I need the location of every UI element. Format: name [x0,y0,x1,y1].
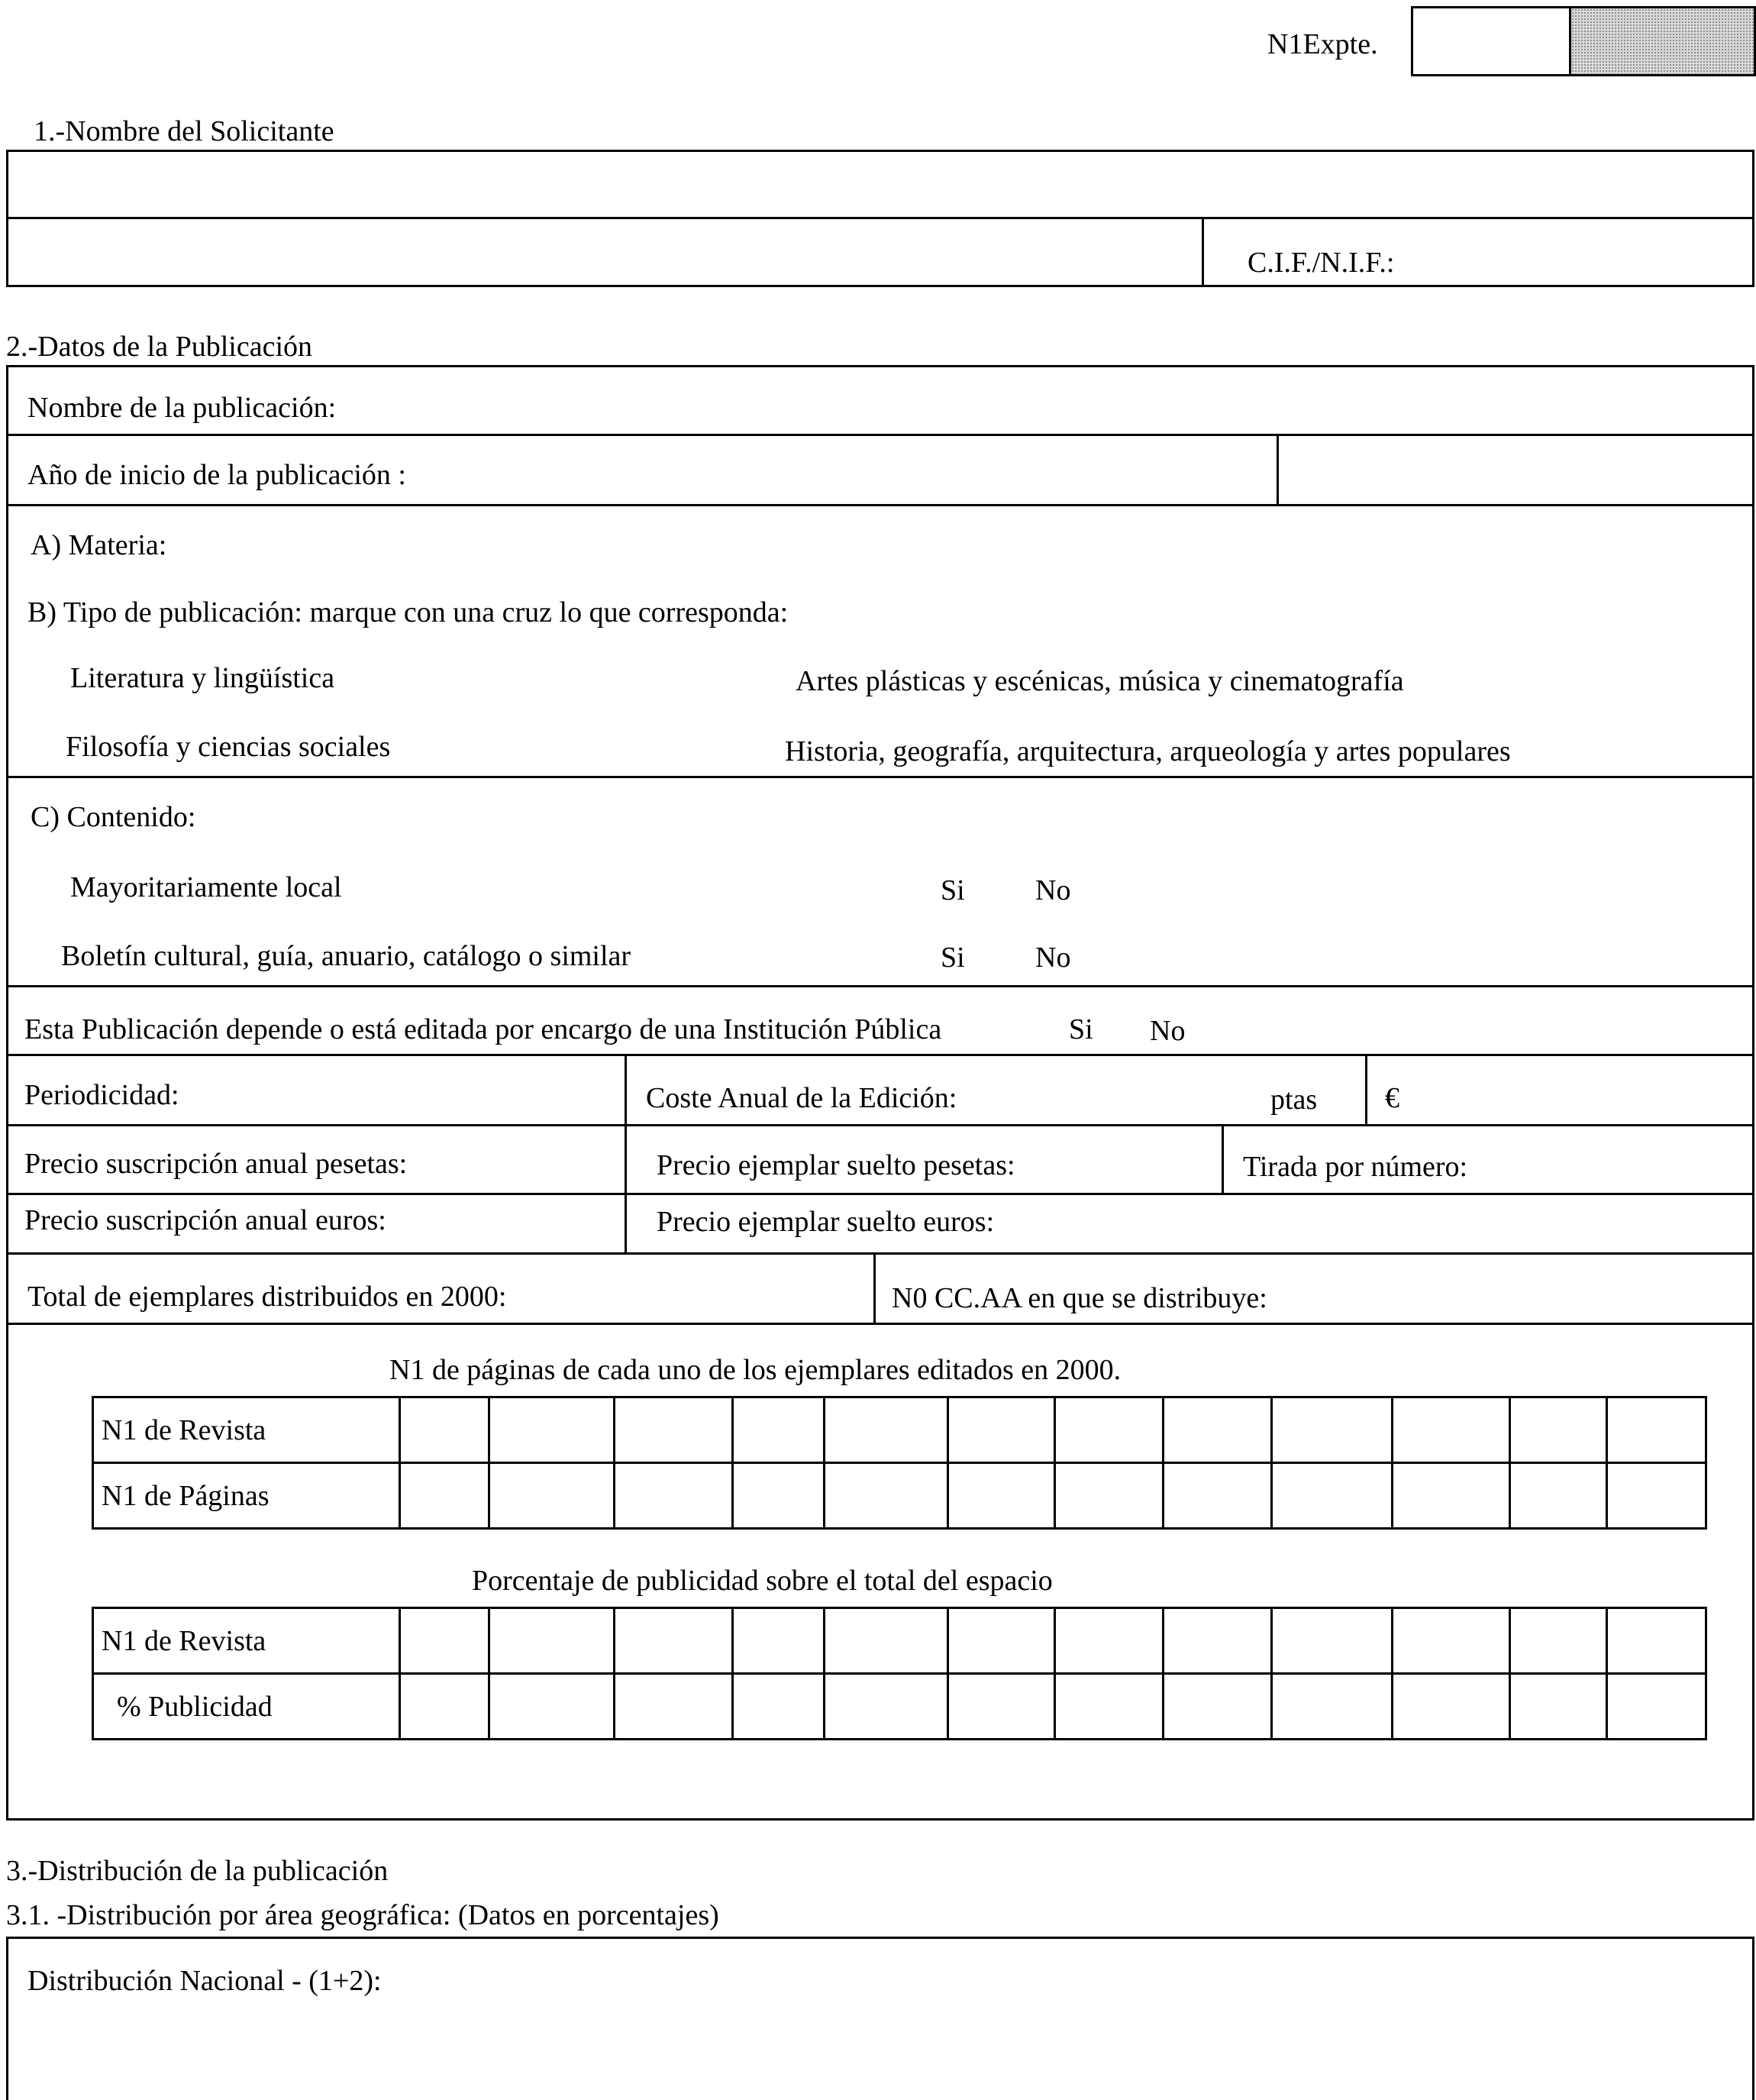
precio-ejemplar-pesetas-label: Precio ejemplar suelto pesetas: [657,1149,1015,1181]
publicidad-porcentaje-cell[interactable] [399,1674,489,1740]
paginas-revista-row [93,1397,1706,1463]
precio-suscripcion-pesetas-label: Precio suscripción anual pesetas: [24,1148,408,1180]
divider-anio [6,504,1754,506]
publicidad-revista-row [93,1608,1706,1674]
cif-label: C.I.F./N.I.F.: [1248,247,1395,279]
paginas-paginas-cell[interactable] [1164,1463,1272,1529]
contenido-label: C) Contenido: [31,801,196,833]
publicidad-revista-cell[interactable] [489,1608,615,1674]
divider-ejemplares [6,1323,1754,1325]
institucion-no[interactable]: No [1150,1015,1186,1047]
publicidad-revista-cell[interactable] [1271,1608,1392,1674]
paginas-paginas-cell[interactable] [489,1463,615,1529]
paginas-paginas-cell[interactable] [1510,1463,1607,1529]
publicidad-revista-cell[interactable] [399,1608,489,1674]
expediente-label: N1Expte. [1267,28,1378,60]
publicidad-porcentaje-cell[interactable] [1271,1674,1392,1740]
paginas-paginas-cell[interactable] [1055,1463,1164,1529]
publicidad-table [92,1607,1707,1740]
solicitante-name-field[interactable] [8,152,1752,217]
tipo-option-historia[interactable]: Historia, geografía, arquitectura, arqueología y artes populares [785,735,1511,767]
tirada-divider [1222,1124,1224,1194]
publicidad-porcentaje-row [93,1674,1706,1740]
anio-divider [1277,434,1279,504]
ccaa-divider [873,1252,876,1324]
cif-field[interactable] [1435,219,1752,285]
divider-tipo [6,776,1754,778]
euro-label: € [1385,1082,1399,1114]
nombre-publicacion-label: Nombre de la publicación: [27,392,337,424]
nombre-publicacion-field[interactable] [382,368,1748,432]
paginas-paginas-row [93,1463,1706,1529]
tirada-field[interactable] [1496,1127,1751,1193]
publicidad-revista-cell[interactable] [1164,1608,1272,1674]
publicidad-porcentaje-cell[interactable] [1055,1674,1164,1740]
solicitante-address-field[interactable] [8,219,1199,285]
distribucion-nacional-label: Distribución Nacional - (1+2): [27,1965,382,1997]
paginas-paginas-cell[interactable] [824,1463,947,1529]
section2-title: 2.-Datos de la Publicación [6,331,313,363]
precio-ejemplar-euros-label: Precio ejemplar suelto euros: [657,1206,995,1238]
section1-title: 1.-Nombre del Solicitante [34,115,334,147]
tipo-option-filosofia[interactable]: Filosofía y ciencias sociales [66,731,391,763]
publicidad-revista-cell[interactable] [1607,1608,1706,1674]
euro-divider [1365,1054,1367,1126]
tirada-label: Tirada por número: [1243,1151,1468,1183]
divider-precios-euros [6,1252,1754,1255]
divider-institucion [6,1054,1754,1056]
expediente-shaded-box [1571,8,1754,74]
ccaa-label: N0 CC.AA en que se distribuye: [892,1282,1267,1314]
publicidad-porcentaje-cell[interactable] [1510,1674,1607,1740]
tipo-option-artes[interactable]: Artes plásticas y escénicas, música y cinematografía [796,665,1404,697]
paginas-revista-cell[interactable] [1392,1397,1510,1463]
periodicidad-label: Periodicidad: [24,1079,179,1111]
paginas-revista-cell[interactable] [615,1397,733,1463]
anio-inicio-label: Año de inicio de la publicación : [27,459,406,491]
contenido-local-si[interactable]: Si [941,874,965,906]
paginas-revista-cell[interactable] [947,1397,1055,1463]
paginas-revista-label: N1 de Revista [93,1397,400,1463]
contenido-boletin-no[interactable]: No [1035,942,1071,974]
paginas-revista-cell[interactable] [399,1397,489,1463]
tipo-publicacion-label: B) Tipo de publicación: marque con una cruz lo que corresponda: [27,596,789,628]
publicidad-porcentaje-cell[interactable] [489,1674,615,1740]
divider-periodicidad [6,1124,1754,1126]
solicitante-cif-divider [1202,217,1204,287]
publicidad-porcentaje-cell[interactable] [733,1674,825,1740]
publicidad-revista-cell[interactable] [824,1608,947,1674]
ptas-label: ptas [1270,1084,1318,1116]
paginas-revista-cell[interactable] [1055,1397,1164,1463]
publicidad-porcentaje-label: % Publicidad [93,1674,400,1740]
periodicidad-divider [625,1054,627,1252]
section3-title: 3.-Distribución de la publicación [6,1855,389,1887]
coste-ptas-field[interactable] [1000,1057,1267,1123]
paginas-revista-cell[interactable] [824,1397,947,1463]
paginas-table-title: N1 de páginas de cada uno de los ejemplares editados en 2000. [389,1354,1122,1386]
publicidad-revista-cell[interactable] [947,1608,1055,1674]
section3-subtitle: 3.1. -Distribución por área geográfica: (Datos en porcentajes) [6,1899,719,1931]
publicidad-revista-cell[interactable] [733,1608,825,1674]
publicidad-porcentaje-cell[interactable] [1164,1674,1272,1740]
publicidad-porcentaje-cell[interactable] [947,1674,1055,1740]
ccaa-field[interactable] [1328,1255,1751,1321]
total-ejemplares-field[interactable] [580,1255,870,1321]
paginas-revista-cell[interactable] [1271,1397,1392,1463]
institucion-label: Esta Publicación depende o está editada por encargo de una Institución Pública [24,1013,942,1045]
paginas-revista-cell[interactable] [733,1397,825,1463]
publicidad-porcentaje-cell[interactable] [1607,1674,1706,1740]
paginas-paginas-label: N1 de Páginas [93,1463,400,1529]
divider-contenido [6,985,1754,987]
paginas-table [92,1396,1707,1530]
paginas-revista-cell[interactable] [489,1397,615,1463]
divider-nombre [6,434,1754,436]
publicidad-table-title: Porcentaje de publicidad sobre el total del espacio [472,1565,1053,1597]
tipo-option-literatura[interactable]: Literatura y lingüística [70,662,335,694]
publicidad-revista-cell[interactable] [1055,1608,1164,1674]
periodicidad-field[interactable] [206,1057,622,1123]
anio-inicio-field[interactable] [1280,437,1751,502]
total-ejemplares-label: Total de ejemplares distribuidos en 2000: [27,1281,507,1313]
distribucion-nacional-field[interactable] [458,1940,1751,2100]
contenido-boletin-label: Boletín cultural, guía, anuario, catálogo o similar [61,940,631,972]
publicidad-porcentaje-cell[interactable] [824,1674,947,1740]
paginas-paginas-cell[interactable] [615,1463,733,1529]
paginas-revista-cell[interactable] [1510,1397,1607,1463]
contenido-boletin-si[interactable]: Si [941,942,965,974]
paginas-paginas-cell[interactable] [399,1463,489,1529]
precio-suscripcion-euros-label: Precio suscripción anual euros: [24,1204,386,1236]
divider-precios-pesetas [6,1193,1754,1195]
publicidad-porcentaje-cell[interactable] [1392,1674,1510,1740]
paginas-paginas-cell[interactable] [1392,1463,1510,1529]
paginas-paginas-cell[interactable] [1607,1463,1706,1529]
publicidad-revista-label: N1 de Revista [93,1608,400,1674]
institucion-si[interactable]: Si [1069,1013,1093,1045]
materia-label: A) Materia: [31,529,167,561]
publicidad-revista-cell[interactable] [1392,1608,1510,1674]
paginas-paginas-cell[interactable] [733,1463,825,1529]
publicidad-porcentaje-cell[interactable] [615,1674,733,1740]
publicidad-revista-cell[interactable] [615,1608,733,1674]
paginas-paginas-cell[interactable] [947,1463,1055,1529]
coste-euros-field[interactable] [1412,1057,1751,1123]
contenido-local-label: Mayoritariamente local [70,871,342,903]
paginas-revista-cell[interactable] [1164,1397,1272,1463]
coste-anual-label: Coste Anual de la Edición: [646,1082,957,1114]
paginas-paginas-cell[interactable] [1271,1463,1392,1529]
publicidad-revista-cell[interactable] [1510,1608,1607,1674]
paginas-revista-cell[interactable] [1607,1397,1706,1463]
contenido-local-no[interactable]: No [1035,874,1071,906]
